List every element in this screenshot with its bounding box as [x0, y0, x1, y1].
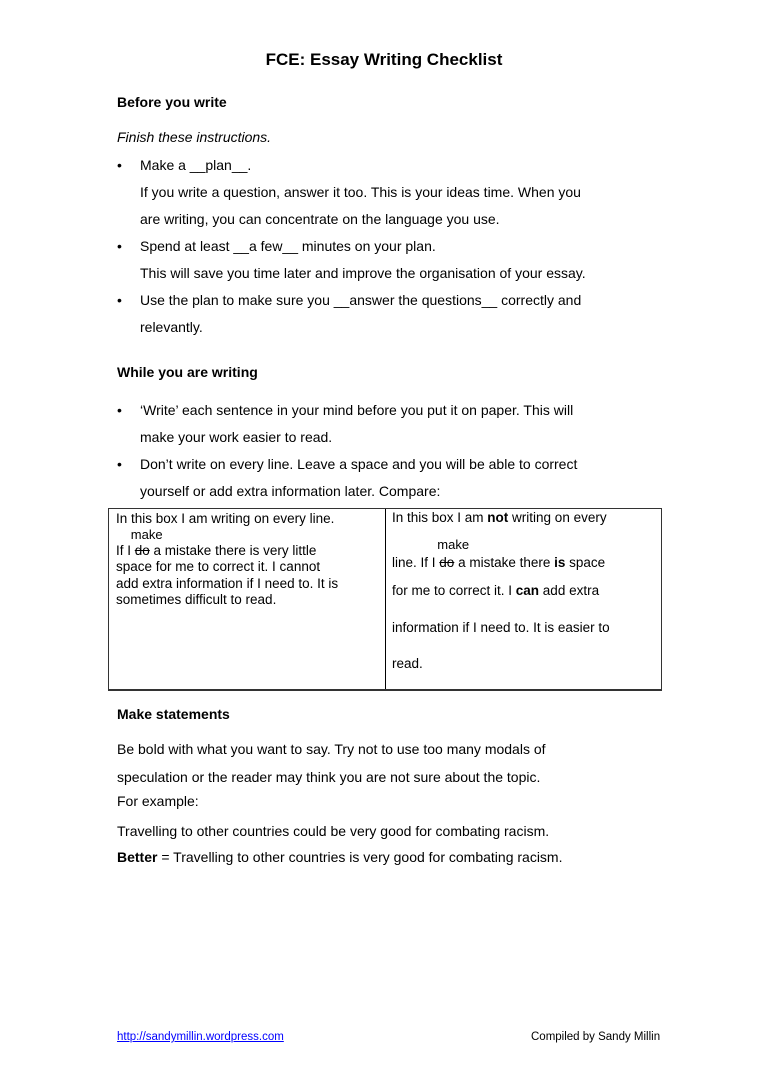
cell-text: space — [565, 554, 606, 570]
struck-word: do — [134, 542, 150, 558]
page-title: FCE: Essay Writing Checklist — [265, 50, 503, 69]
table-divider — [385, 509, 386, 689]
list-item: Make a __plan__. — [140, 157, 252, 173]
better-label: Better — [117, 849, 158, 865]
list-item: Use the plan to make sure you __answer the questions__ correctly and — [140, 292, 582, 308]
cell-text: box I am writing on every line. — [155, 511, 335, 526]
cell-text: add extra information if I need to. It is — [116, 575, 339, 591]
footer-credit: Compiled by Sandy Millin — [531, 1031, 661, 1043]
paragraph-line: For example: — [117, 793, 199, 809]
section-heading-while: While you are writing — [117, 364, 258, 380]
list-item-text: This will save you time later and improve the organisation of your essay. — [140, 265, 586, 281]
comparison-table — [108, 508, 662, 691]
table-cell-spaced — [392, 509, 610, 692]
better-example-line — [117, 848, 562, 866]
bullet-icon: • — [117, 238, 122, 254]
bullet-icon: • — [117, 456, 122, 472]
cell-text: In this — [116, 511, 156, 526]
list-item-text: yourself or add extra information later. Compare: — [140, 483, 441, 499]
better-text: = Travelling to other countries is very good for combating racism. — [157, 849, 563, 865]
section-heading-statements: Make statements — [117, 706, 230, 722]
cell-text: line. If I — [392, 554, 440, 570]
section-heading-before: Before you write — [117, 94, 227, 110]
cell-text: add extra — [539, 583, 600, 598]
list-item-text: are writing, you can concentrate on the language you use. — [140, 211, 500, 227]
correction-text: make — [130, 526, 163, 542]
paragraph-line: Be bold with what you want to say. Try not to use too many modals of — [117, 741, 546, 757]
cell-text: read. — [392, 656, 423, 671]
list-item-text: If you write a question, answer it too. This is your ideas time. When you — [140, 184, 581, 200]
cell-text: a mistake there is very little — [149, 542, 317, 558]
cell-text: space for me to correct it. I cannot — [116, 559, 321, 574]
struck-word: do — [439, 554, 455, 570]
list-item-text: make your work easier to read. — [140, 429, 333, 445]
bullet-icon: • — [117, 157, 122, 173]
cell-bold: is — [554, 554, 566, 570]
bullet-icon: • — [117, 402, 122, 418]
footer-link[interactable]: http://sandymillin.wordpress.com — [117, 1031, 284, 1043]
table-cell-every-line — [116, 511, 338, 609]
cell-bold: not — [487, 510, 509, 525]
cell-text: writing on every — [508, 510, 607, 525]
example-line: Travelling to other countries could be very good for combating racism. — [117, 823, 550, 839]
correction-text: make — [437, 536, 470, 552]
cell-text: sometimes difficult to read. — [116, 592, 277, 607]
list-item: Spend at least __a few__ minutes on your plan. — [140, 238, 436, 254]
cell-text: a mistake there — [454, 554, 555, 570]
instruction-text: Finish these instructions. — [117, 129, 272, 145]
cell-bold: can — [515, 583, 540, 598]
list-item-text: relevantly. — [140, 319, 203, 335]
list-item: ‘Write’ each sentence in your mind before you put it on paper. This will — [140, 402, 574, 418]
bullet-icon: • — [117, 292, 122, 308]
cell-text: In this box I am — [392, 510, 488, 525]
cell-text: information if I need to. It is easier to — [392, 619, 610, 635]
paragraph-line: speculation or the reader may think you are not sure about the topic. — [117, 769, 541, 785]
cell-text: for me to correct it. I — [392, 583, 516, 598]
cell-text: If I — [116, 542, 135, 558]
list-item: Don’t write on every line. Leave a space and you will be able to correct — [140, 456, 578, 472]
